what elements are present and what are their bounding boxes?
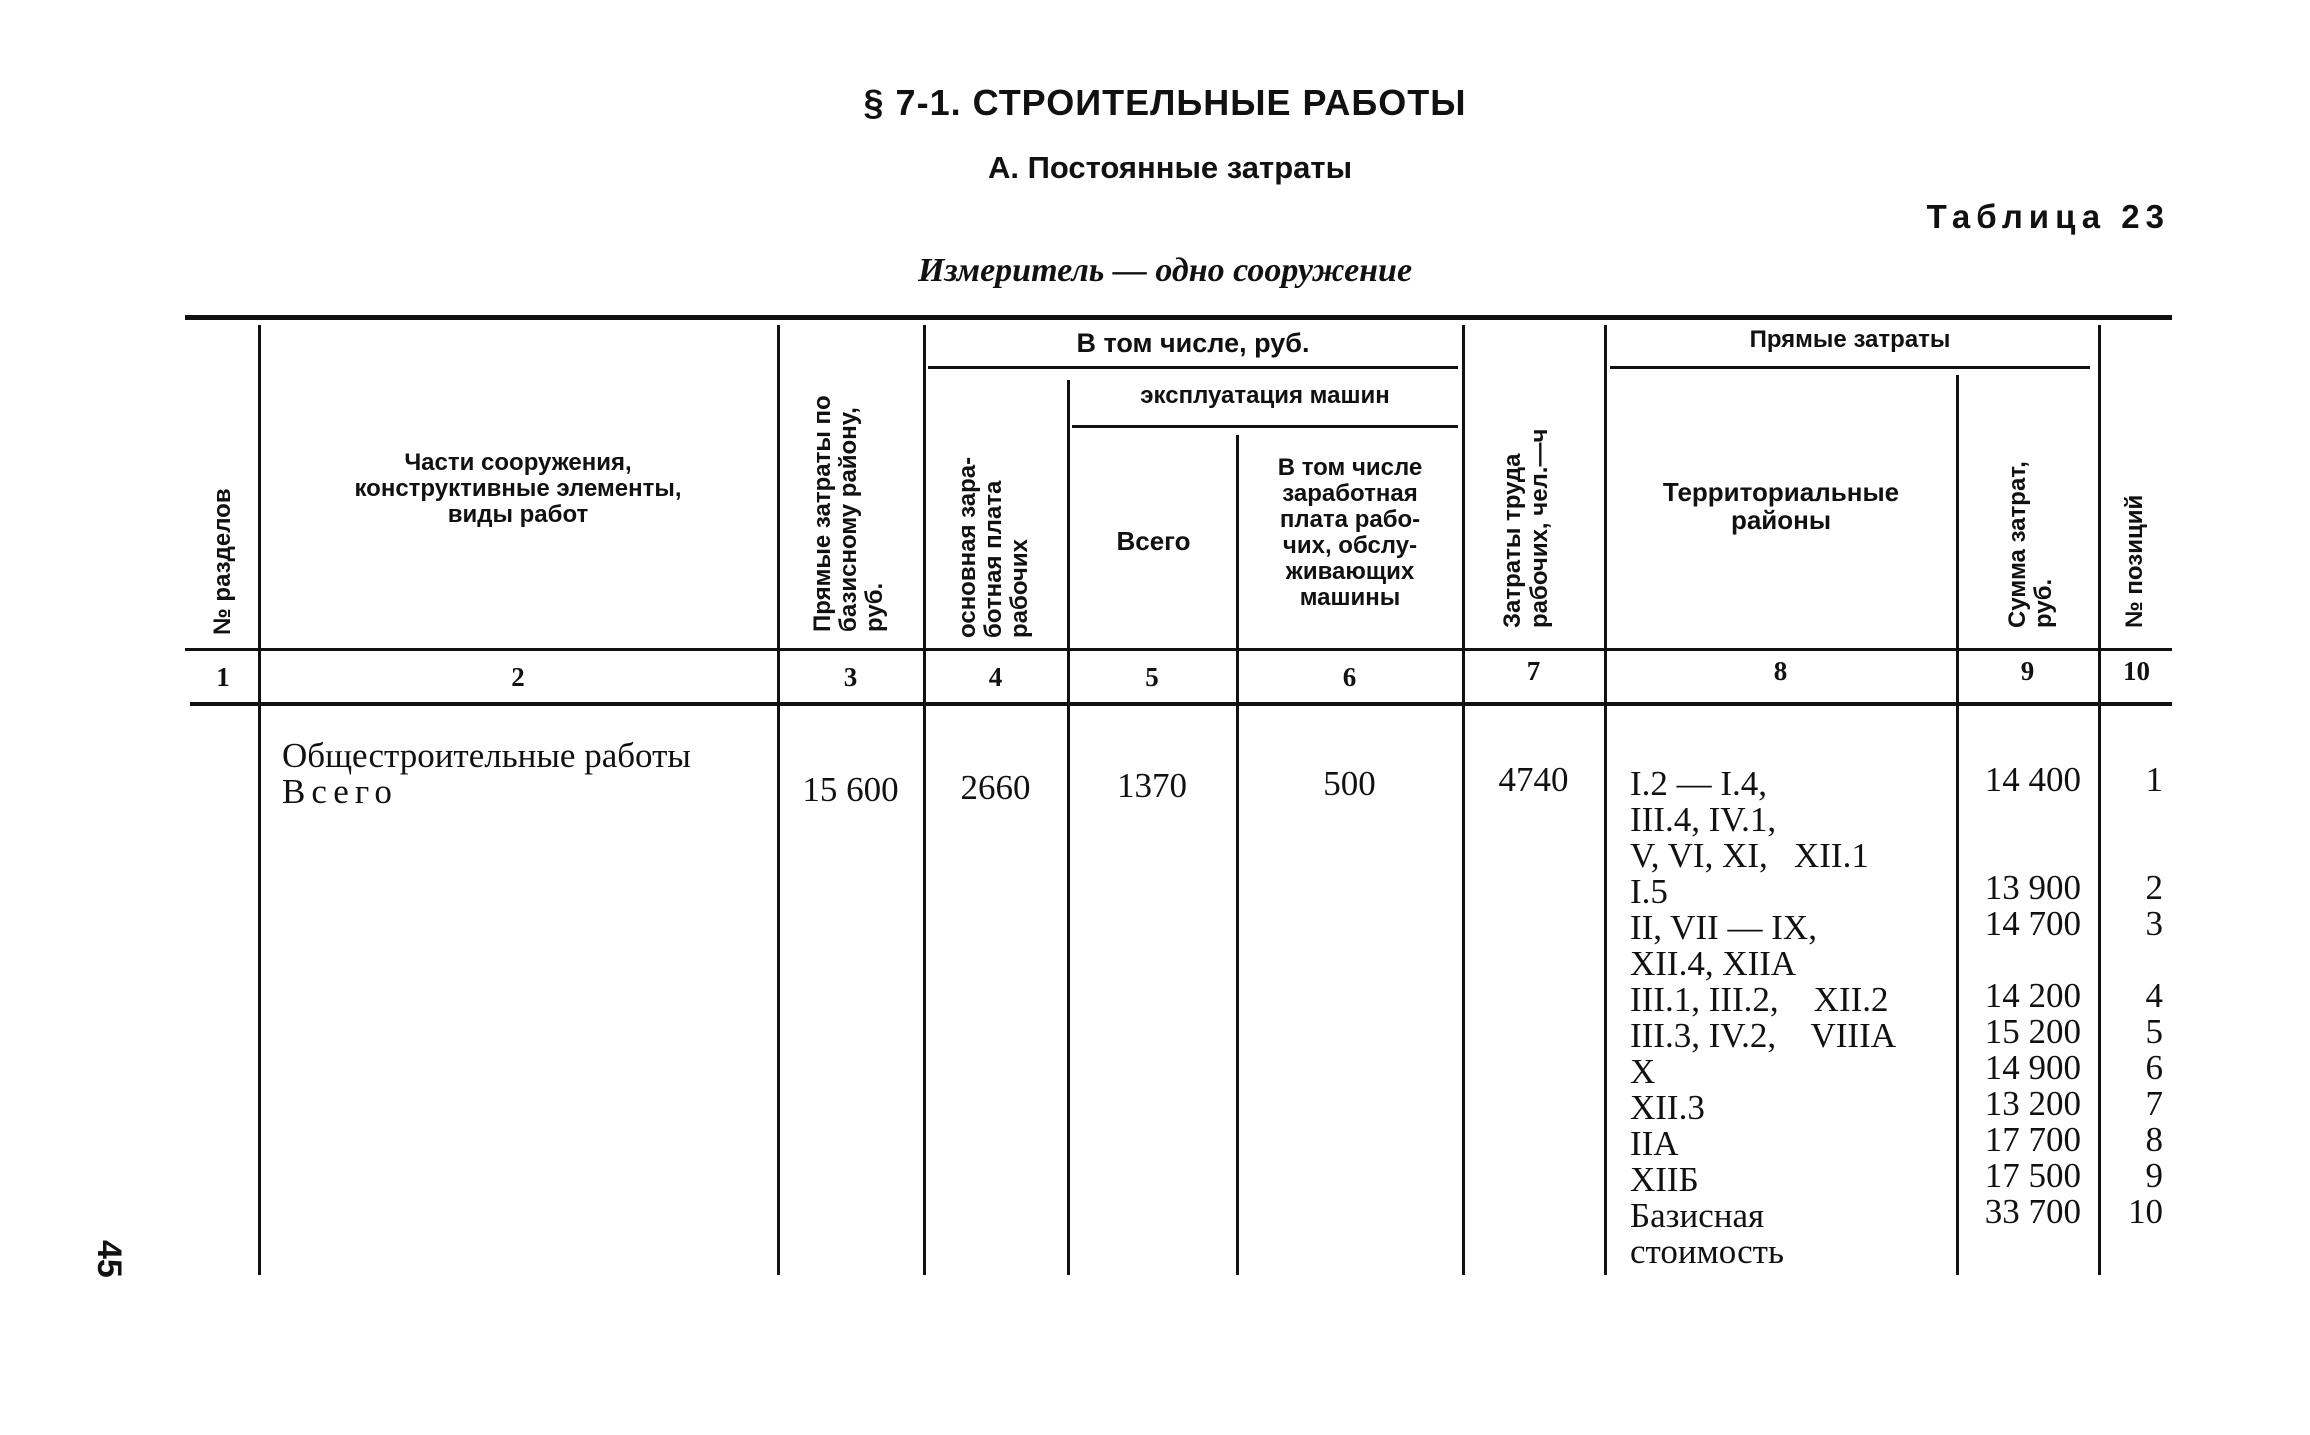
- region-sum: 14 400: [1984, 760, 2081, 799]
- rule-direct: [1610, 366, 2090, 369]
- header-col2-line3: виды работ: [447, 501, 589, 528]
- header-col3-line1: Прямые затраты по: [809, 395, 836, 632]
- region-text: II, VII — IX,: [1630, 908, 1817, 947]
- measure-unit: Измеритель — одно сооружение: [917, 252, 1413, 289]
- col-number: 7: [1526, 656, 1541, 686]
- region-text: XIIБ: [1630, 1160, 1699, 1199]
- header-col6-line5: живающих: [1285, 558, 1415, 585]
- header-col10: № позиций: [2121, 494, 2148, 628]
- work-name-total: Всего: [282, 772, 398, 811]
- position-number: 3: [2145, 904, 2163, 943]
- region-text: стоимость: [1630, 1232, 1784, 1271]
- page-number: 45: [90, 1240, 128, 1278]
- col-number: 2: [511, 662, 525, 692]
- subtitle: А. Постоянные затраты: [987, 150, 1353, 185]
- section-title: § 7-1. СТРОИТЕЛЬНЫЕ РАБОТЫ: [863, 82, 1467, 123]
- header-col2-line1: Части сооружения,: [404, 449, 632, 476]
- position-number: 6: [2145, 1048, 2163, 1087]
- position-number: 2: [2145, 868, 2163, 907]
- region-text: IIA: [1630, 1124, 1679, 1163]
- header-col6-line2: заработная: [1282, 480, 1418, 507]
- col-number: 9: [2020, 656, 2035, 686]
- col-divider: [258, 325, 261, 1275]
- base-cost: 15 600: [802, 770, 899, 809]
- position-number: 9: [2145, 1156, 2163, 1195]
- header-col4-line3: рабочих: [1006, 539, 1033, 638]
- col-number: 6: [1342, 662, 1357, 692]
- wages: 2660: [960, 768, 1031, 807]
- header-col1: № разделов: [209, 488, 236, 635]
- region-text: XII.3: [1630, 1088, 1705, 1127]
- rule-header-bottom: [185, 648, 2172, 651]
- region-sum: 14 900: [1984, 1048, 2081, 1087]
- col-number: 8: [1773, 656, 1788, 686]
- work-name-line1: Общестроительные работы: [282, 736, 691, 775]
- header-group-machines: эксплуатация машин: [1140, 382, 1390, 409]
- region-sum: 17 500: [1984, 1156, 2081, 1195]
- header-col7-line2: рабочих, чел.—ч: [1526, 428, 1553, 628]
- header-col3-line2: базисному району,: [835, 407, 862, 632]
- rule-machines: [1072, 425, 1458, 428]
- rule-top: [185, 315, 2172, 320]
- work-name: [282, 738, 691, 810]
- region-sum: 15 200: [1984, 1012, 2081, 1051]
- position-number: 10: [2128, 1192, 2163, 1231]
- region-text: V, VI, XI, XII.1: [1630, 836, 1869, 875]
- col-number: 1: [216, 662, 230, 692]
- header-col6-line1: В том числе: [1277, 454, 1423, 481]
- header-group-direct: Прямые затраты: [1749, 326, 1951, 353]
- region-text: Базисная: [1630, 1196, 1765, 1235]
- region-text: I.5: [1630, 872, 1668, 911]
- header-col8: [1608, 478, 1954, 534]
- header-col3-line3: руб.: [861, 582, 888, 632]
- region-sum: 14 700: [1984, 904, 2081, 943]
- header-col8-line2: районы: [1730, 505, 1832, 535]
- header-col6: [1240, 455, 1460, 611]
- region-sum: 13 900: [1984, 868, 2081, 907]
- col-divider: [1236, 435, 1239, 1275]
- region-text: III.3, IV.2, VIIIA: [1630, 1016, 1897, 1055]
- region-text: III.1, III.2, XII.2: [1630, 980, 1889, 1019]
- rule-incl: [928, 366, 1458, 369]
- region-sum: 17 700: [1984, 1120, 2081, 1159]
- region-text: III.4, IV.1,: [1630, 800, 1777, 839]
- header-col2-line2: конструктивные элементы,: [354, 475, 682, 502]
- position-number: 8: [2145, 1120, 2163, 1159]
- header-col6-line4: чих, обслу-: [1282, 532, 1418, 559]
- header-col8-line1: Территориальные: [1662, 477, 1900, 507]
- header-col4-line2: ботная плата: [980, 480, 1007, 638]
- col-divider: [1462, 325, 1465, 1275]
- header-col7-line1: Затраты труда: [1499, 453, 1526, 628]
- col-number: 4: [988, 662, 1003, 692]
- col-divider: [1604, 325, 1607, 1275]
- region-sum: 13 200: [1984, 1084, 2081, 1123]
- region-text: I.2 — I.4,: [1630, 764, 1768, 803]
- machines-total: 1370: [1117, 766, 1187, 805]
- col-divider: [1067, 380, 1070, 1275]
- position-number: 4: [2145, 976, 2163, 1015]
- region-text: XII.4, XIIA: [1630, 944, 1797, 983]
- region-sum: 33 700: [1984, 1192, 2081, 1231]
- table-label: Таблица 23: [1926, 198, 2170, 235]
- col-number: 5: [1145, 662, 1159, 692]
- position-number: 5: [2145, 1012, 2163, 1051]
- position-number: 1: [2145, 760, 2163, 799]
- header-group-included: В том числе, руб.: [1076, 328, 1310, 358]
- col-number: 10: [2123, 656, 2150, 686]
- header-col4-line1: основная зара-: [954, 456, 981, 638]
- position-number: 7: [2145, 1084, 2163, 1123]
- col-number: 3: [843, 662, 858, 692]
- header-col2: [262, 450, 774, 528]
- region-text: X: [1630, 1052, 1656, 1091]
- header-col6-line6: машины: [1299, 584, 1401, 611]
- header-col5: Всего: [1116, 526, 1191, 556]
- region-sum: 14 200: [1984, 976, 2081, 1015]
- rule-numbers-bottom: [190, 702, 2172, 706]
- header-col9-line1: Сумма затрат,: [2004, 461, 2031, 628]
- labor-cost: 4740: [1498, 760, 1569, 799]
- header-col6-line3: плата рабо-: [1279, 506, 1421, 533]
- header-col9-line2: руб.: [2030, 578, 2057, 628]
- machines-wages: 500: [1323, 764, 1376, 803]
